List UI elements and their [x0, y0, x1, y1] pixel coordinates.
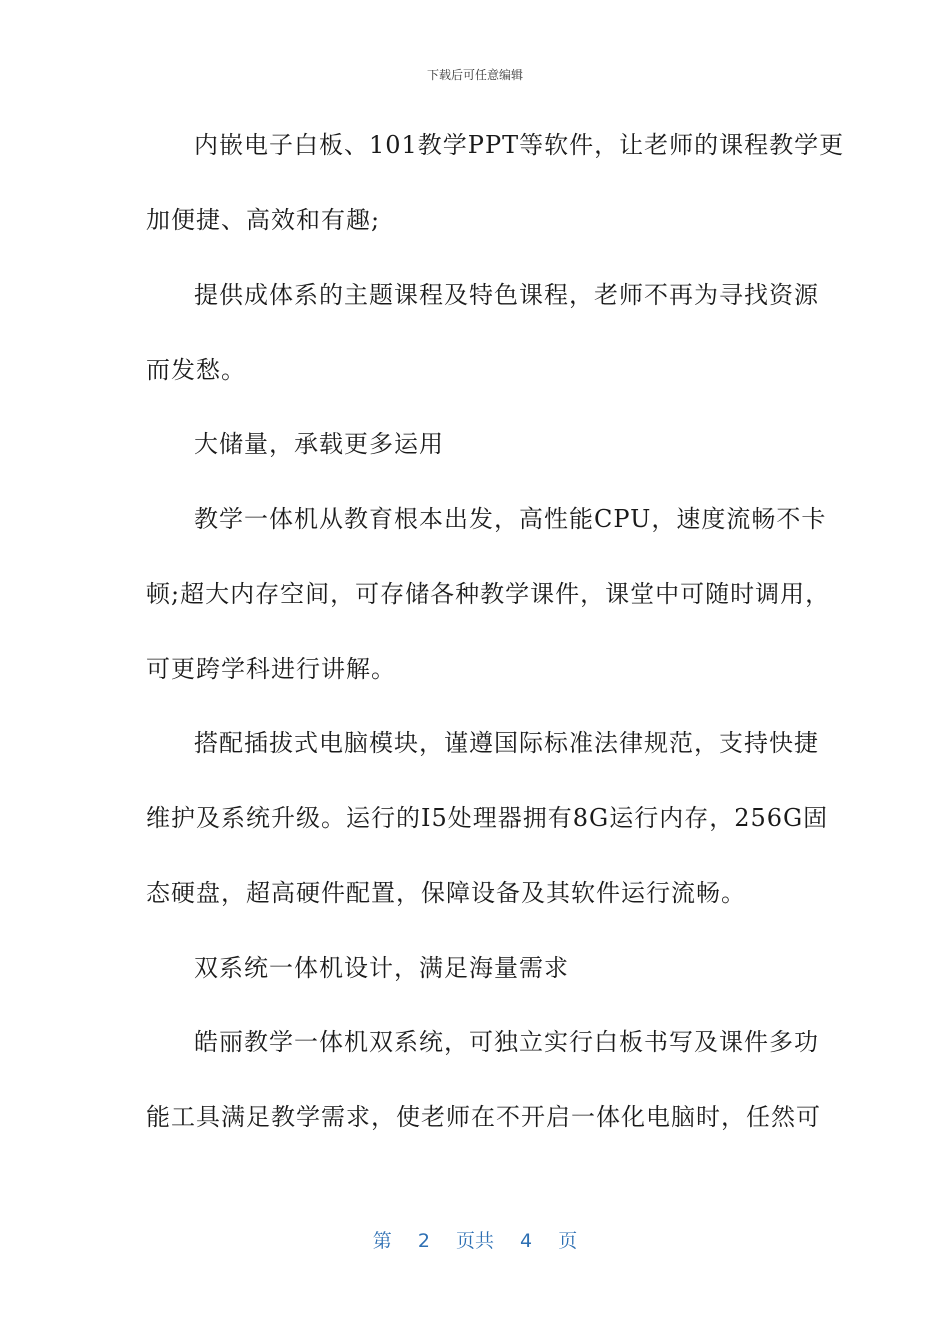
paragraph-line: 教学一体机从教育根本出发，高性能CPU，速度流畅不卡	[194, 505, 827, 533]
paragraph-line: 可更跨学科进行讲解。	[146, 655, 396, 683]
page-footer	[0, 1226, 950, 1253]
page-label-prefix: 第	[372, 1230, 392, 1252]
section-heading: 双系统一体机设计，满足海量需求	[194, 954, 569, 982]
paragraph-line: 皓丽教学一体机双系统，可独立实行白板书写及课件多功	[194, 1028, 819, 1056]
paragraph-line: 提供成体系的主题课程及特色课程，老师不再为寻找资源	[194, 281, 819, 309]
page-header: 下载后可任意编辑	[426, 68, 523, 82]
section-heading: 大储量，承载更多运用	[194, 430, 444, 458]
paragraph-line: 搭配插拔式电脑模块，谨遵国际标准法律规范，支持快捷	[194, 729, 819, 757]
paragraph-line: 顿;超大内存空间，可存储各种教学课件，课堂中可随时调用，	[146, 580, 831, 608]
page-label-suffix: 页	[558, 1230, 578, 1252]
page-label-middle: 页共	[455, 1230, 494, 1252]
paragraph-line: 态硬盘，超高硬件配置，保障设备及其软件运行流畅。	[146, 879, 746, 907]
current-page-number: 2	[417, 1230, 430, 1252]
paragraph-line: 内嵌电子白板、101教学PPT等软件，让老师的课程教学更	[194, 131, 845, 159]
paragraph-line: 维护及系统升级。运行的I5处理器拥有8G运行内存，256G固	[146, 804, 829, 832]
total-pages-number: 4	[520, 1230, 533, 1252]
paragraph-line: 加便捷、高效和有趣;	[146, 206, 381, 234]
paragraph-line: 而发愁。	[146, 356, 246, 384]
paragraph-line: 能工具满足教学需求，使老师在不开启一体化电脑时，任然可	[146, 1103, 821, 1131]
